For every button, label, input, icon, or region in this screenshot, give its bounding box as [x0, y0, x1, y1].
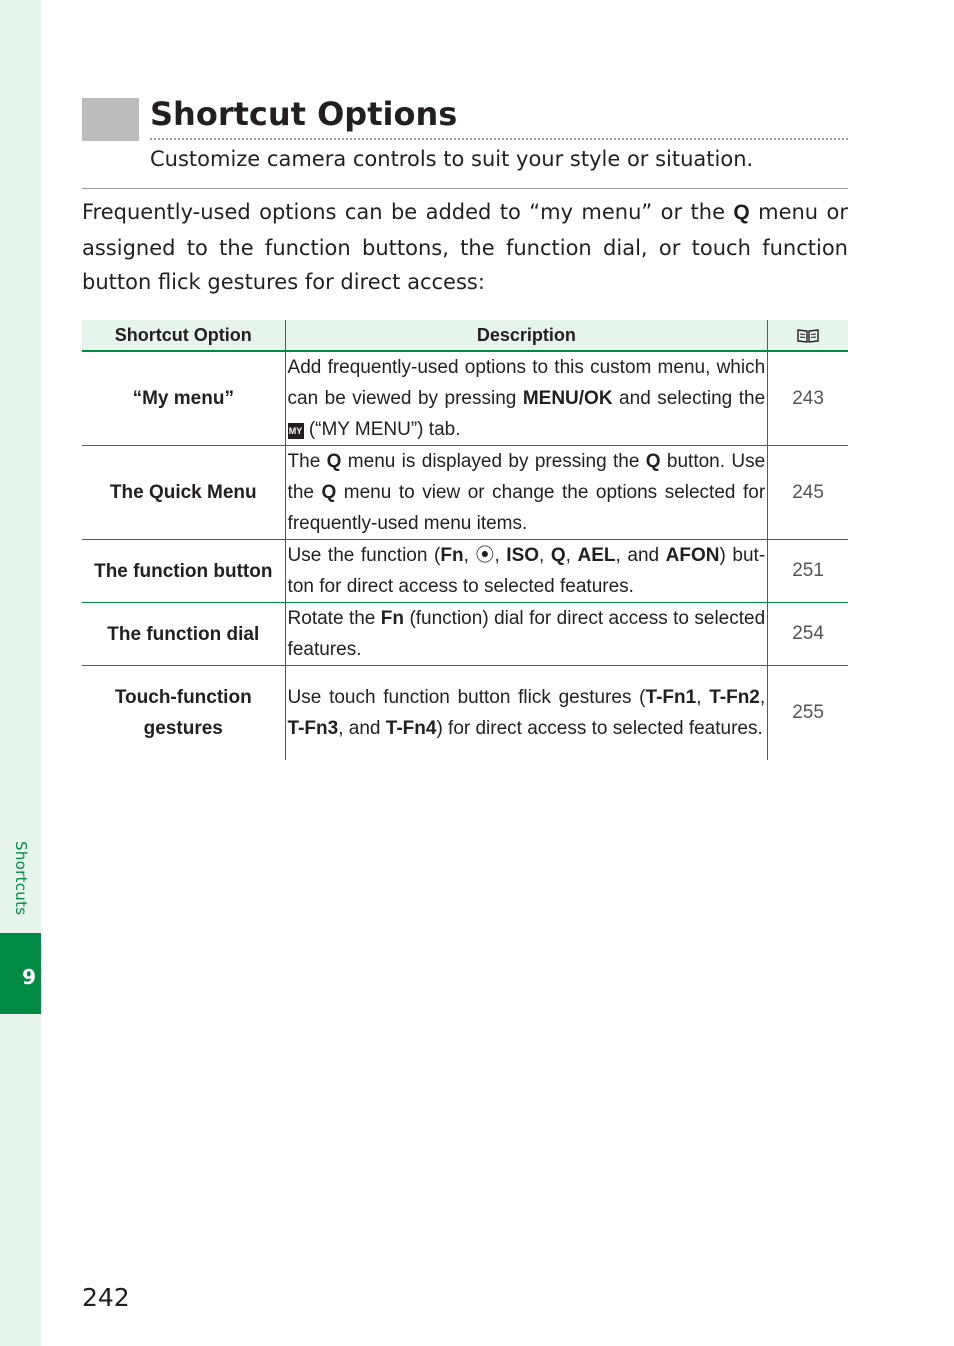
page-subtitle: Customize camera controls to suit your style or situation. [150, 147, 754, 171]
page-ref-my-menu: 243 [792, 387, 824, 409]
table-row [82, 666, 848, 760]
book-icon [796, 328, 820, 344]
description-my-menu: Add frequently-used options to this custom menu, which can be viewed by pressing MENU/OK and selecting the MY (“MY MENU”) tab. [285, 351, 768, 446]
shortcut-table [82, 320, 848, 760]
description-function-dial: Rotate the Fn (function) dial for direct access to selected features. [285, 603, 768, 666]
side-strip [0, 0, 41, 1346]
header-option: Shortcut Option [82, 320, 285, 351]
table-row [82, 540, 848, 603]
page-ref-function-dial: 254 [792, 623, 824, 644]
page-ref-touch-function: 255 [792, 701, 824, 723]
page-ref-quick-menu: 245 [792, 481, 824, 503]
header-description: Description [285, 320, 768, 351]
option-touch-function: Touch-function gestures [82, 666, 285, 760]
my-menu-icon: MY [288, 423, 304, 439]
q-button-label: Q [733, 201, 750, 224]
title-divider [150, 138, 848, 140]
description-quick-menu: The Q menu is displayed by pressing the Q button. Use the Q menu to view or change the options selected for frequently-used menu items. [285, 446, 768, 540]
intro-paragraph: Frequently-used options can be added to “my menu” or the Q menu or assigned to the function buttons, the function dial, or touch function button flick gestures for direct access: [82, 200, 848, 294]
section-label: Shortcuts [12, 841, 30, 916]
option-quick-menu: The Quick Menu [82, 446, 285, 540]
table-row [82, 446, 848, 540]
page-number: 242 [82, 1283, 130, 1312]
option-function-button: The function button [82, 540, 285, 603]
chapter-tab: 9 [0, 933, 41, 1014]
title-marker [82, 98, 139, 141]
selector-icon: ⦿ [475, 545, 495, 566]
header-divider [82, 188, 848, 189]
option-function-dial: The function dial [82, 603, 285, 666]
page-title: Shortcut Options [150, 95, 458, 133]
description-touch-function: Use touch function button flick gestures (T-Fn1, T-Fn2, T-Fn3, and T-Fn4) for direct access to selected features. [285, 666, 768, 760]
table-row [82, 351, 848, 446]
option-my-menu: “My menu” [82, 351, 285, 446]
header-page [768, 320, 848, 351]
description-function-button: Use the function (Fn, ⦿, ISO, Q, AEL, and AFON) button for direct access to selected features. [285, 540, 768, 603]
page-ref-function-button: 251 [792, 560, 824, 581]
table-row [82, 603, 848, 666]
